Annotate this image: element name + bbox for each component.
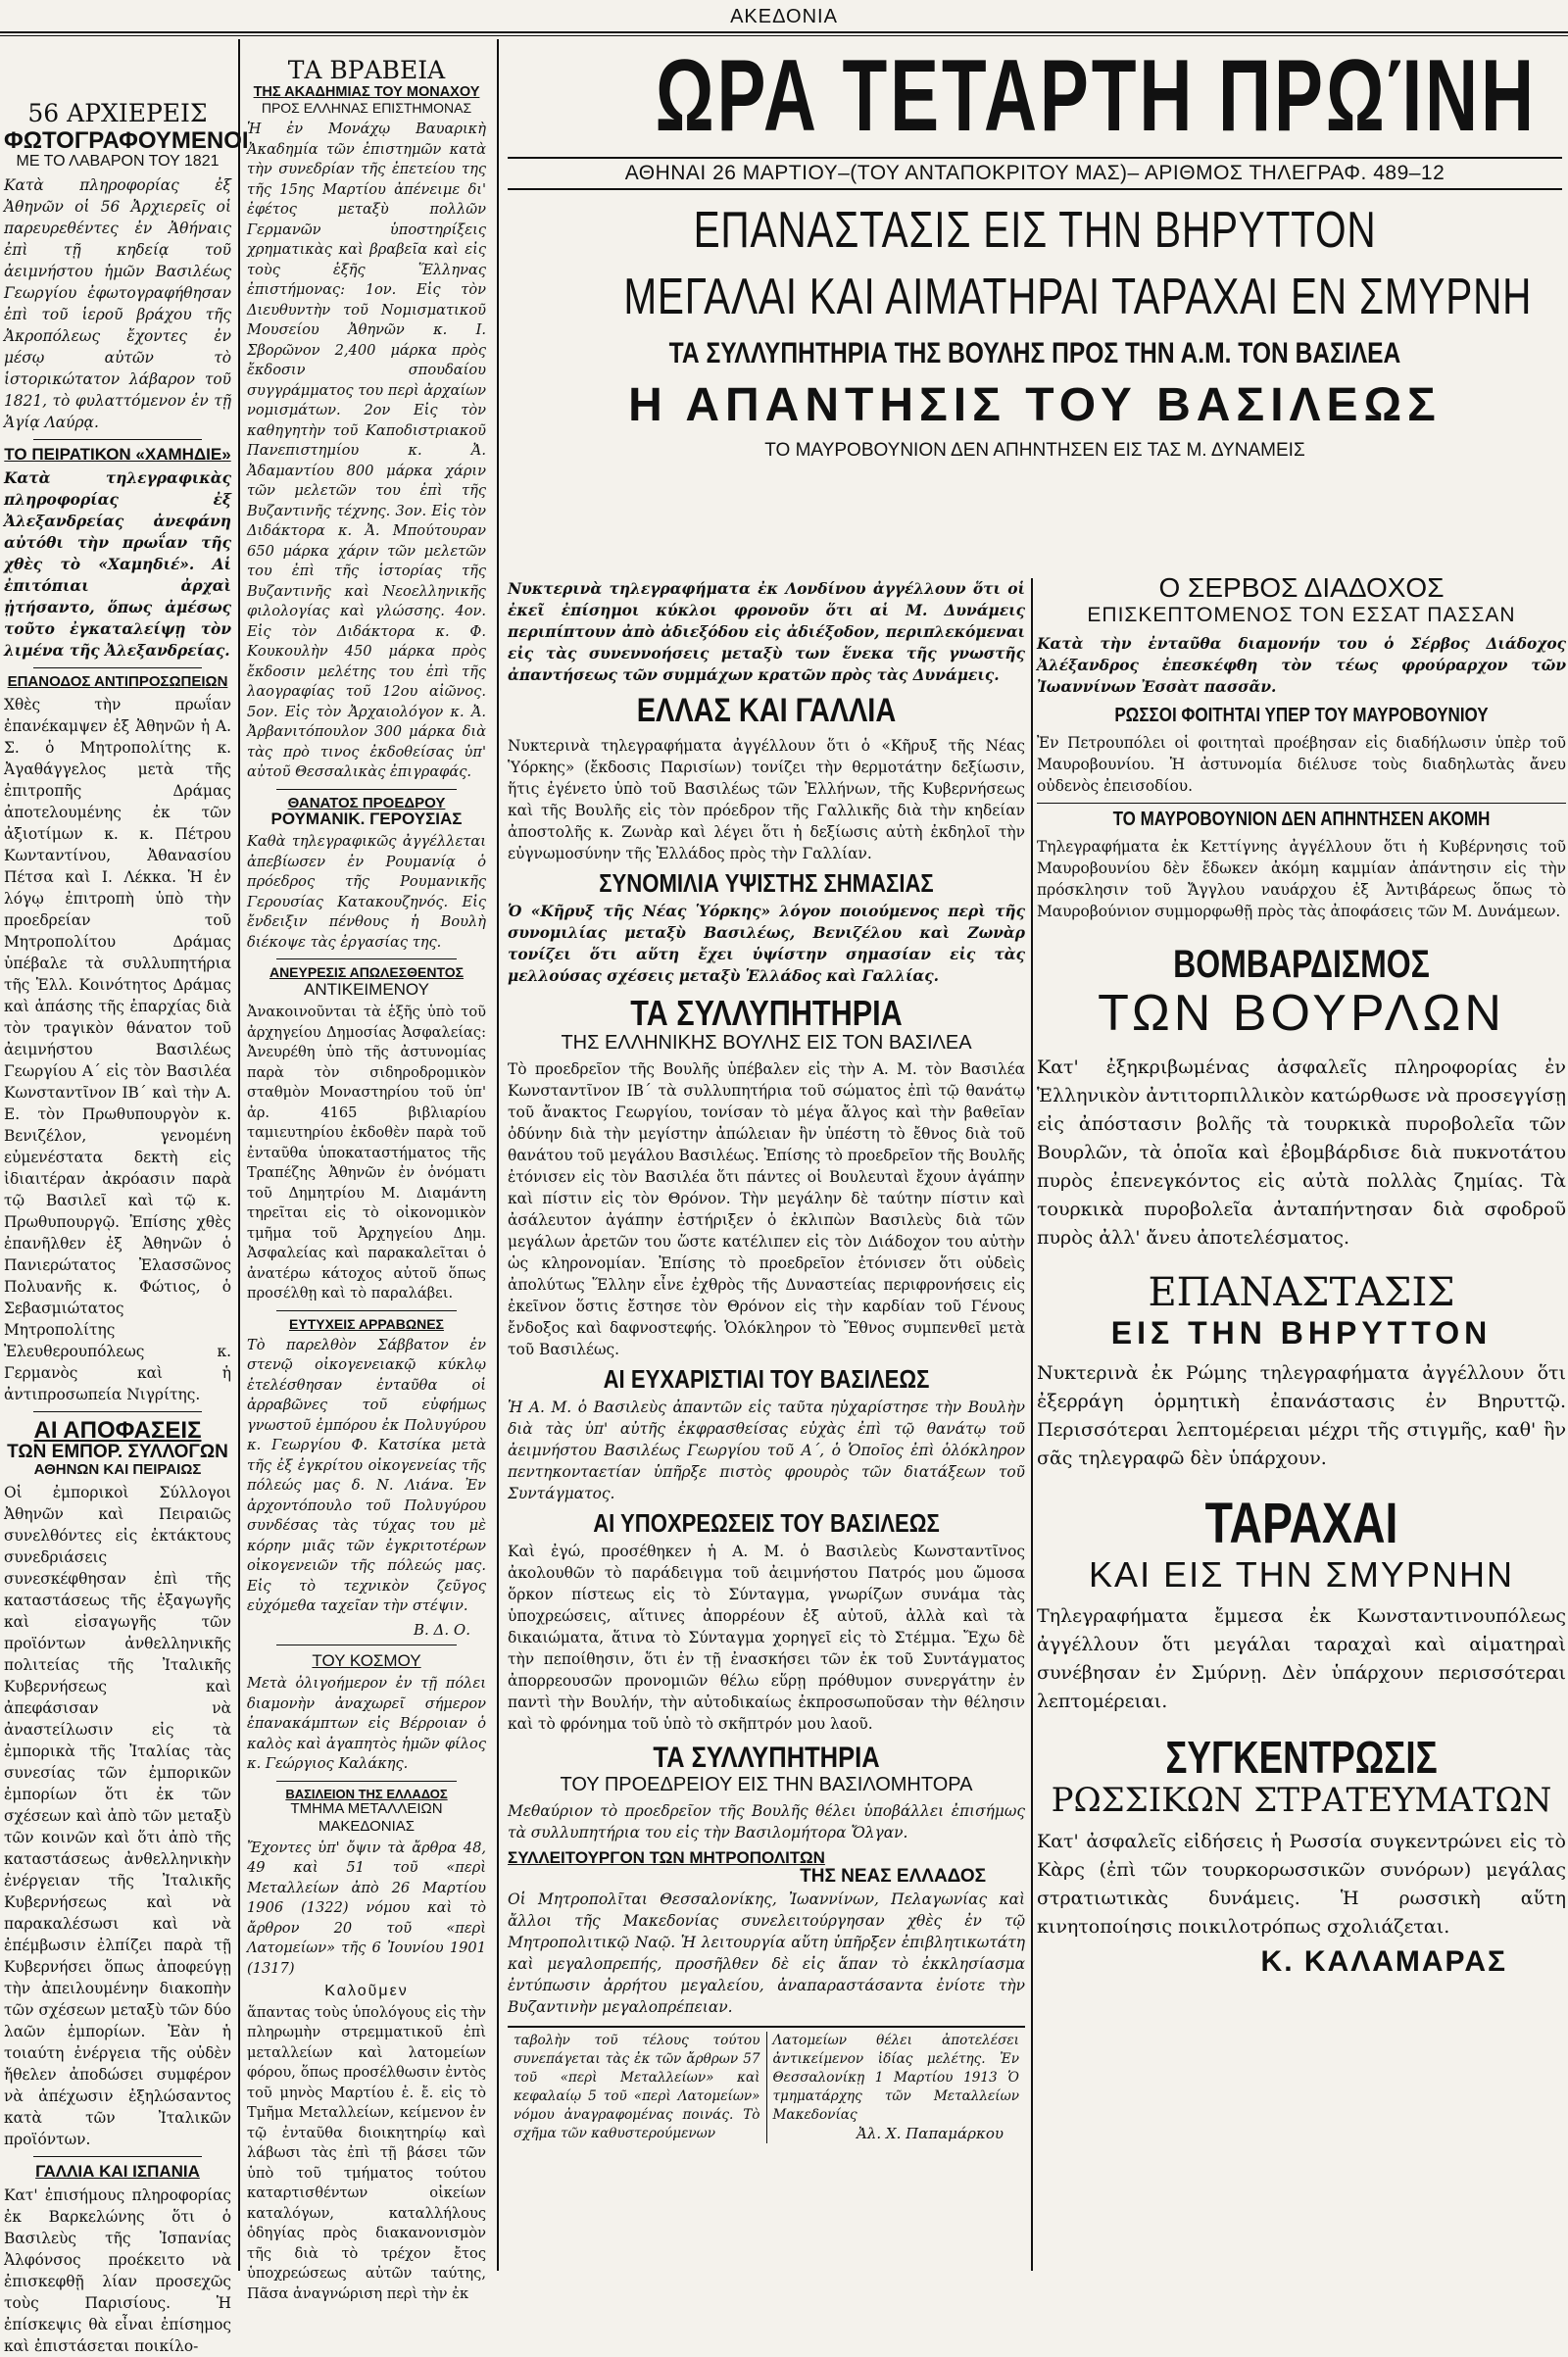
article-title: ΘΑΝΑΤΟΣ ΠΡΟΕΔΡΟΥ bbox=[287, 794, 446, 811]
article-body: Χθὲς τὴν πρωΐαν ἐπανέκαμψεν ἐξ Ἀθηνῶν ἡ Α. Σ. ὁ Μητροπολίτης κ. Ἀγαθάγγελος μετὰ τῆς ἐπιτροπῆς Δράμας ἀποτελουμένης ἐκ τῶν ἀξιοτίμων κ. κ. Πέτρου Κωνταντίνου, Ἀθανασίου Πέτσα καὶ Ι. Λέκκα. Ἡ ἐν λόγῳ ἐπιτροπὴ ὑπὸ τὴν προεδρείαν τοῦ Μητροπολίτου Δράμας ὑπέβαλε τὰ συλλυπητήρια τῆς Ἑλλ. Κοινότητος Δράμας καὶ ἁπάσης τῆς ἐπαρχίας διὰ τὸν τραγικὸν θάνατον τοῦ ἀειμνήστου Βασιλέως Γεωργίου Α΄ εἰς τὸν Βασιλέα Κωνσταντῖνον ΙΒ΄ καὶ τὴν Α. Ε. τὸν Πρωθυπουργὸν κ. Βενιζέλον, γενομένη εὐμενέστατα δεκτὴ εἰς ἰδιαιτέραν ἀκρόασιν παρὰ τῷ Βασιλεῖ καὶ τῷ κ. Πρωθυπουργῷ. Ἐπίσης χθὲς ἐπανῆλθεν ἐξ Ἀθηνῶν ὁ Πανιερώτατος Ἐλασσῶνος Πολυανῆς κ. Φώτιος, ὁ Σεβασμιώτατος Μητροπολίτης Ἐλευθερουπόλεως κ. Γερμανὸς καὶ ἡ ἀντιπροσωπεία Νιγρίτης. bbox=[4, 695, 231, 1403]
article-body: Τὸ προεδρεῖον τῆς Βουλῆς ὑπέβαλεν εἰς τὴν Α. Μ. τὸν Βασιλέα Κωνσταντῖνον ΙΒ΄ τὰ συλλυπητήρια τοῦ σώματος ἐπὶ τῷ θανάτῳ τοῦ ἄνακτος Γεωργίου, τονίσαν τὸ μέγα ἄλγος καὶ τὴν βαθεῖαν ὀδύνην διὰ τὴν μεγίστην ἀπώλειαν ἣν ὑπέστη τὸ ἔθνος διὰ τοῦ θανάτου τοῦ μεγάλου Βασιλέως. Ἐπίσης τὸ προεδρεῖον τῆς Βουλῆς ἐτόνισεν εἰς τὸν Βασιλέα ὅτι πάντες οἱ Βουλευταὶ ἔχουν ἀγάπην καὶ πίστιν εἰς τὸν Θρόνον. Τὴν μεγάλην δὲ ταύτην πίστιν καὶ ἀσάλευτον ἀγάπην ἐστήριξεν ὁ ἐκλιπὼν Βασιλεὺς διὰ τῶν μεγάλων ἀρετῶν του ὥστε κατέλιπεν εἰς τὸν Διάδοχον του αὐτὴν ὡς κληρονομίαν. Ἐπίσης τὸ προεδρεῖον ἐτόνισεν ὅτι οὐδεὶς ἀπολύτως Ἕλλην εἶνε ἐχθρὸς τῆς Δυναστείας περιφρονήσεις εἰς ἐκεῖνον ὅστις ἔστησε τὸν Θρόνον εἰς τὴν καρδίαν τοῦ Γένους ἔνδοξος καὶ δαφνοστεφής. Ὁλόκληρον τὸ Ἔθνος συμπενθεῖ μετὰ τοῦ Βασιλέως. bbox=[508, 1059, 1025, 1358]
running-head: ΑΚΕΔΟΝΙΑ bbox=[730, 6, 838, 27]
article-title: ΤΑ ΣΥΛΛΥΠΗΤΗΡΙΑ bbox=[653, 1742, 880, 1775]
article-title: ΑΙ ΕΥΧΑΡΙΣΤΙΑΙ ΤΟΥ ΒΑΣΙΛΕΩΣ bbox=[603, 1363, 930, 1394]
divider bbox=[276, 958, 457, 959]
article-body: Τηλεγραφήματα ἔμμεσα ἐκ Κωνσταντινουπόλεως ἀγγέλλουν ὅτι μεγάλαι ταραχαὶ καὶ αἱματηραὶ συνέβησαν ἐν Σμύρνῃ. Δὲν ὑπάρχουν περισσότεραι λεπτομέρειαι. bbox=[1037, 1605, 1566, 1713]
notice-continuation bbox=[766, 2032, 1026, 2143]
main-header bbox=[508, 39, 1562, 549]
divider bbox=[33, 1411, 202, 1412]
article-subtitle: ΕΠΙΣΚΕΠΤΟΜΕΝΟΣ ΤΟΝ ΕΣΣΑΤ ΠΑΣΣΑΝ bbox=[1087, 604, 1516, 627]
headline-3: ΤΑ ΣΥΛΛΥΠΗΤΗΡΙΑ ΤΗΣ ΒΟΥΛΗΣ ΠΡΟΣ ΤΗΝ Α.Μ. ΤΟΝ ΒΑΣΙΛΕΑ bbox=[668, 337, 1401, 369]
article-body: Ἐν Πετρουπόλει οἱ φοιτηταὶ προέβησαν εἰς διαδήλωσιν ὑπὲρ τοῦ Μαυροβουνίου. Ἡ ἀστυνομία διέλυσε τοὺς διαδηλωτὰς ἄνευ οὐδενὸς ἐπεισοδίου. bbox=[1037, 734, 1566, 796]
article-subtitle: ΤΗΣ ΑΚΑΔΗΜΙΑΣ ΤΟΥ ΜΟΝΑΧΟΥ bbox=[253, 83, 480, 100]
article-title: ΕΥΤΥΧΕΙΣ ΑΡΡΑΒΩΝΕΣ bbox=[289, 1315, 444, 1332]
article-title: ΑΝΕΥΡΕΣΙΣ ΑΠΩΛΕΣΘΕΝΤΟΣ bbox=[269, 964, 465, 981]
article-body: Κατ' ἐξηκριβωμένας ἀσφαλεῖς πληροφορίας ἐν Ἑλληνικὸν ἀντιτορπιλλικὸν κατώρθωσε νὰ προσεγγίσῃ εἰς ἀπόστασιν βολῆς τὰ τουρκικὰ πυροβολεῖα τῶν Βουρλῶν, τὰ ὁποῖα καὶ ἐβομβάρδισε διὰ πυκνοτάτου πυρὸς ἐπενεγκόντος εἰς αὐτὰ πολλὰς ζημίας. Τὰ τουρκικὰ πυροβολεῖα ἀνταπήντησαν διὰ σφοδροῦ πυρὸς ἀλλ' ἄνευ ἀποτελέσματος. bbox=[1037, 1056, 1566, 1250]
article-body: Ἡ ἐν Μονάχῳ Βαυαρικὴ Ἀκαδημία τῶν ἐπιστημῶν κατὰ τὴν συνεδρίαν τῆς ἐπετείου της τῆς 15ης Μαρτίου ἀπένειμε δι' ἐφέτος μεταξὺ πολλῶν Γερμανῶν ὑποστηρίξεις χρηματικὰς καὶ βραβεῖα καὶ εἰς τοὺς ἑξῆς Ἕλληνας ἐπιστήμονας: 1ον. Εἰς τὸν Διευθυντὴν τοῦ Νομισματικοῦ Μουσείου Ἀθηνῶν κ. Ι. Σβορῶνον 2,400 μάρκα πρὸς ἔκδοσιν σπουδαίου συγγράμματος του περὶ ἀρχαίων νομισμάτων. 2ον Εἰς τὸν καθηγητὴν τοῦ Καποδιστριακοῦ Πανεπιστημίου κ. Ἀ. Ἀδαμαντίου 800 μάρκα χάριν τῶν μελετῶν του ἐπὶ τῆς Βυζαντινῆς τέχνης. 3ον. Εἰς τὸν Διδάκτορα κ. Ἀ. Μπούτουραν 650 μάρκα χάριν τῶν μελετῶν του ἐπὶ τῆς ἱστορίας τῆς Βυζαντινῆς καὶ Νεοελληνικῆς φιλολογίας καὶ γλώσσης. 4ον. Εἰς τὸν Διδάκτορα κ. Φ. Κουκουλὴν 450 μάρκα πρὸς ἔκδοσιν μελέτης του ἐπὶ τῆς λαογραφίας τοῦ 12ου αἰῶνος. 5ον. Εἰς τὸν Ἀρχαιολόγον κ. Ἀ. Ἀρβανιτόπουλον 300 μάρκα διὰ τὰς πρὸ τινος ἐκδοθείσας ὑπ' αὐτοῦ Θεσσαλικὰς ἐπιγραφάς. bbox=[247, 121, 486, 781]
divider bbox=[1037, 803, 1566, 804]
column-2 bbox=[247, 43, 486, 2302]
article-body: Κατὰ πληροφορίας ἐξ Ἀθηνῶν οἱ 56 Ἀρχιερεῖς οἱ παρευρεθέντες ἐν Ἀθήναις ἐπὶ τῇ κηδείᾳ τοῦ ἀειμνήστου ἡμῶν Βασιλέως Γεωργίου ἐφωτογραφήθησαν ἐπὶ τοῦ ἱεροῦ βράχου τῆς Ἀκροπόλεως ἔχοντες ἐν μέσῳ αὐτῶν τὸ ἱστορικώτατον λάβαρον τοῦ 1821, τὸ φυλαττόμενον ἐν τῇ Ἁγίᾳ Λαύρᾳ. bbox=[4, 176, 231, 432]
article-subtitle: ΠΡΟΣ ΕΛΛΗΝΑΣ ΕΠΙΣΤΗΜΟΝΑΣ bbox=[261, 99, 472, 116]
notice-text: Λατομείων θέλει ἀποτελέσει ἀντικείμενον ἰδίας μελέτης. Ἐν Θεσσαλονίκῃ 1 Μαρτίου 1913 Ὁ τμηματάρχης τῶν Μεταλλείων Μακεδονίας bbox=[772, 2032, 1019, 2123]
lead-paragraph: Νυκτερινὰ τηλεγραφήματα ἐκ Λονδίνου ἀγγέλλουν ὅτι οἱ ἐκεῖ ἐπίσημοι κύκλοι φρονοῦν ὅτι αἱ Μ. Δυνάμεις περιπίπτουν ἀπὸ ἀδιεξόδου εἰς ἀδιέξοδον, περιπλεκόμεναι εἰς τὰς συνεννοήσεις μεταξὺ των ἕνεκα τῆς γνωστῆς ἀπαντήσεως τῶν συμμάχων κρατῶν πρὸς τὰς Δυνάμεις. bbox=[508, 580, 1025, 684]
article-title: ΚΑΙ ΕΙΣ ΤΗΝ ΣΜΥΡΝΗΝ bbox=[1089, 1554, 1514, 1596]
article-subtitle: ΤΩΝ ΕΜΠΟΡ. ΣΥΛΛΟΓΩΝ bbox=[7, 1442, 228, 1463]
dateline: ΑΘΗΝΑΙ 26 ΜΑΡΤΙΟΥ–(ΤΟΥ ΑΝΤΑΠΟΚΡΙΤΟΥ ΜΑΣ)– ΑΡΙΘΜΟΣ ΤΗΛΕΓΡΑΦ. 489–12 bbox=[508, 157, 1562, 190]
article-body: Ἔχοντες ὑπ' ὄψιν τὰ ἄρθρα 48, 49 καὶ 51 τοῦ «περὶ Μεταλλείων ἀπὸ 26 Μαρτίου 1906 (1322) νόμου καὶ τὸ ἄρθρον 20 τοῦ «περὶ Λατομείων» τῆς 6 Ἰουνίου 1901 (1317) bbox=[247, 1839, 486, 1977]
article-title: ΑΙ ΥΠΟΧΡΕΩΣΕΙΣ ΤΟΥ ΒΑΣΙΛΕΩΣ bbox=[593, 1508, 940, 1539]
article-body: Νυκτερινὰ ἐκ Ρώμης τηλεγραφήματα ἀγγέλλουν ὅτι ἐξερράγη ὁρμητικὴ ἐπανάστασις ἐν Βηρυττῷ. Περισσότεραι λεπτομέρειαι μέχρι τῆς στιγμῆς, καθ' ἣν σᾶς τηλεγραφῶ δὲν ὑπάρχουν. bbox=[1037, 1362, 1566, 1470]
article-title: ΑΙ ΑΠΟΦΑΣΕΙΣ bbox=[33, 1416, 202, 1444]
bottom-notes bbox=[508, 2026, 1025, 2143]
article-body: Ἀνακοινοῦνται τὰ ἑξῆς ὑπὸ τοῦ ἀρχηγείου Δημοσίας Ἀσφαλείας: Ἀνευρέθη ὑπὸ τῆς ἀστυνομίας παρὰ τὸν σιδηροδρομικὸν σταθμὸν Μοναστηρίου τοῦ ὑπ' ἀρ. 4165 βιβλιαρίου ταμιευτηρίου ἐκδοθὲν παρὰ τοῦ ἐνταῦθα ὑποκαταστήματος τῆς Τραπέζης Ἀθηνῶν ἐν ὀνόματι τοῦ Δημητρίου Μ. Διαμάντη τηρεῖται εἰς τὸ οἰκονομικὸν τμῆμα τοῦ Ἀρχηγείου Δημ. Ἀσφαλείας καὶ παρακαλεῖται ὁ ἀνατέρω κάτοχος αὐτοῦ ὅπως προσέλθῃ καὶ τὸ παραλάβει. bbox=[247, 1004, 486, 1302]
article-body: Τὸ παρελθὸν Σάββατον ἐν στενῷ οἰκογενειακῷ κύκλῳ ἐτελέσθησαν ἐνταῦθα οἱ ἀρραβῶνες τοῦ εὐφήμως γνωστοῦ ἐμπόρου ἐκ Πολυγύρου κ. Γεωργίου Φ. Κατσίκα μετὰ τῆς ἐξ ἐγκρίτου οἰκογενείας τῆς πόλεώς μας δ. Ν. Λιάνα. Ἐν ἀρχοντόπουλο τοῦ Πολυγύρου συνδέσας τὰς τύχας του μὲ κόρην μιᾶς τῶν ἐγκριτοτέρων οἰκογενειῶν τῆς πόλεώς μας. Εἰς τὸ τεχνικὸν ζεῦγος εὐχόμεθα ταχεῖαν τὴν στέψιν. bbox=[247, 1336, 486, 1615]
divider bbox=[276, 1310, 457, 1311]
article-body: Μετὰ ὀλιγοήμερον ἐν τῇ πόλει διαμονὴν ἀναχωρεῖ σήμερον ἐπανακάμπτων εἰς Βέρροιαν ὁ καλὸς καὶ ἀγαπητὸς ἡμῶν φίλος κ. Γεώργιος Καλάκης. bbox=[247, 1675, 486, 1773]
article-body: Ὁ «Κῆρυξ τῆς Νέας Ὑόρκης» λόγον ποιούμενος περὶ τῆς συνομιλίας μεταξὺ Βασιλέως, Βενιζέλου καὶ Ζωνὰρ τονίζει ὅτι αὕτη ἔχει ὑψίστην σημασίαν εἰς τὰς μελλούσας σχέσεις μεταξὺ Ἑλλάδος καὶ Γαλλίας. bbox=[508, 902, 1025, 985]
article-body: Νυκτερινὰ τηλεγραφήματα ἀγγέλλουν ὅτι ὁ «Κῆρυξ τῆς Νέας Ὑόρκης» (ἔκδοσις Παρισίων) τονίζει τὴν θερμοτάτην δεξίωσιν, ἥτις ἐγένετο ὑπὸ τοῦ Βασιλέως τῶν Ἑλλήνων, τῆς Κυβερνήσεως καὶ τῆς Βουλῆς εἰς τὸν πρόεδρον τῆς Γαλλικῆς διὰ τὴν κηδείαν ἀποστολῆς κ. Ζωνὰρ καὶ λέγει ὅτι ἡ δεξίωσις αὐτὴ ἐκδηλοῖ τὴν εὐγνωμοσύνην τῆς Ἑλλάδος πρὸς τὴν Γαλλίαν. bbox=[508, 736, 1025, 862]
article-title: ΒΟΜΒΑΡΔΙΣΜΟΣ bbox=[1173, 943, 1430, 987]
article-subtitle: ΑΘΗΝΩΝ ΚΑΙ ΠΕΙΡΑΙΩΣ bbox=[33, 1461, 202, 1479]
article-body: ἅπαντας τοὺς ὑπολόγους εἰς τὴν πληρωμὴν στρεμματικοῦ ἐπὶ μεταλλείων καὶ λατομείων φόρου, ὅπως προσέλθωσιν ἐντὸς τοῦ μηνὸς Μαρτίου ἐ. ἔ. εἰς τὸ Τμῆμα Μεταλλείων, κείμενον ἐν τῷ ἐνταῦθα διοικητηρίῳ καὶ λάβωσι τὰς ἐπὶ τῇ βάσει τῶν ὑπὸ τοῦ τμήματος τούτου καταρτισθέντων οἰκείων καταλόγων, καταλλήλους ὁδηγίας πρὸς διακανονισμὸν τῆς διὰ τὸ τρέχον ἔτος ὑποχρεώσεως αὐτῶν ταύτης, Πᾶσα ἀναγνώριση περὶ τὴν ἐκ bbox=[247, 2003, 486, 2302]
divider bbox=[276, 1781, 457, 1782]
article-body: Μεθαύριον τὸ προεδρεῖον τῆς Βουλῆς θέλει ὑποβάλλει ἐπισήμως τὰ συλλυπητήρια του εἰς τὴν Βασιλομήτορα Ὄλγαν. bbox=[508, 1801, 1025, 1841]
notice-heading: Καλοῦμεν bbox=[324, 1983, 409, 2000]
column-divider bbox=[238, 39, 240, 2271]
article-body: Ἡ Α. Μ. ὁ Βασιλεὺς ἀπαντῶν εἰς ταῦτα ηὐχαρίστησε τὴν Βουλὴν διὰ τὰς ὑπ' αὐτῆς ἐκφρασθείσας εὐχὰς ἐπὶ τῷ θανάτῳ τοῦ ἀειμνήστου Βασιλέως Γεωργίου τοῦ Α΄, ὁ Ὁποῖος ἐπὶ ὁλόκληρον πεντηκονταετίαν ὑπῆρξε πιστὸς φρουρὸς τῶν διατάξεων τοῦ Συντάγματος. bbox=[508, 1399, 1025, 1503]
article-title: ΤΟ ΜΑΥΡΟΒΟΥΝΙΟΝ ΔΕΝ ΑΠΗΝΤΗΣΕΝ ΑΚΟΜΗ bbox=[1112, 809, 1491, 831]
article-title: ΤΑΡΑΧΑΙ bbox=[1204, 1492, 1398, 1556]
column-1 bbox=[4, 43, 249, 2355]
article-title: ΤΟ ΠΕΙΡΑΤΙΚΟΝ «ΧΑΜΗΔΙΕ» bbox=[4, 445, 231, 465]
article-body: Καθὰ τηλεγραφικῶς ἀγγέλλεται ἀπεβίωσεν ἐν Ρουμανίᾳ ὁ πρόεδρος τῆς Ρουμανικῆς Γερουσίας Κατακουζηνός. Εἰς ἔνδειξιν πένθους ἡ Βουλὴ διέκοψε τὰς ἐργασίας της. bbox=[247, 833, 486, 951]
article-title: Ο ΣΕΡΒΟΣ ΔΙΑΔΟΧΟΣ bbox=[1158, 572, 1445, 603]
column-4 bbox=[1037, 572, 1566, 2270]
article-title: ΣΥΓΚΕΝΤΡΩΣΙΣ bbox=[1165, 1732, 1438, 1784]
article-title: ΓΑΛΛΙΑ ΚΑΙ ΙΣΠΑΝΙΑ bbox=[35, 2161, 200, 2181]
article-body: Κατ' ἀσφαλεῖς εἰδήσεις ἡ Ρωσσία συγκεντρώνει εἰς τὸ Κὰρς (ἐπὶ τῶν τουρκορωσσικῶν συνόρων) μεγάλας στρατιωτικὰς δυνάμεις. Ἡ ρωσσικὴ αὕτη κινητοποίησις ποικιλοτρόπως σχολιάζεται. bbox=[1037, 1830, 1566, 1938]
article-title: ΤΑ ΒΡΑΒΕΙΑ bbox=[287, 56, 446, 84]
author-signature: Κ. ΚΑΛΑΜΑΡΑΣ bbox=[1260, 1944, 1507, 1978]
article-subtitle: ΡΟΥΜΑΝΙΚ. ΓΕΡΟΥΣΙΑΣ bbox=[270, 810, 463, 829]
masthead-title: ΩΡΑ ΤΕΤΑΡΤΗ ΠΡΩΊΝΗ bbox=[655, 39, 1537, 153]
headline-4: Η ΑΠΑΝΤΗΣΙΣ ΤΟΥ ΒΑΣΙΛΕΩΣ bbox=[628, 379, 1442, 431]
article-title: ΕΠΑΝΑΣΤΑΣΙΣ bbox=[1148, 1270, 1455, 1316]
notice-signature: Ἀλ. Χ. Παπαμάρκου bbox=[857, 2124, 1004, 2142]
article-body: Τηλεγραφήματα ἐκ Κεττίγνης ἀγγέλλουν ὅτι ἡ Κυβέρνησις τοῦ Μαυροβουνίου δὲν ἔδωκεν ἀκόμη καμμίαν ἀπάντησιν εἰς τὴν πρόσκλησιν τοῦ Ἄγγλου ναυάρχου ἐξ Ἀντιβάρεως ὅπως τὸ Μαυροβούνιον συμμορφωθῇ πρὸς τὰς ἀποφάσεις τῶν Μ. Δυνάμεων. bbox=[1037, 838, 1566, 921]
article-subtitle: ΑΝΤΙΚΕΙΜΕΝΟΥ bbox=[304, 979, 429, 999]
article-body: Καὶ ἐγώ, προσέθηκεν ἡ Α. Μ. ὁ Βασιλεὺς Κωνσταντῖνος ἀκολουθῶν τὸ παράδειγμα τοῦ ἀειμνήστου Πατρός μου ὤμοσα ὅρκον πίστεως εἰς τὸ Σύνταγμα, γνωρίζων συνάμα τὰς ὑποχρεώσεις, αἵτινες ἀπορρέουν ἐξ αὐτοῦ, ἀλλὰ καὶ τὰ δικαιώματα, ἅτινα τὸ Σύνταγμα χορηγεῖ εἰς τὸ Στέμμα. Ἔχω δὲ τὴν πεποίθησιν, ὅτι ἐν τῇ ἐνασκήσει τῶν ἐκ τοῦ Συντάγματος ἀπορρεουσῶν προνομιῶν θέλω εὕρῃ πρόθυμον συνεργάτην ἐν παντὶ τὴν Βουλήν, τὴν αὐτοδικαίως ἐκπροσωποῦσαν τὴν θέλησιν καὶ τὸ φρόνημα τοῦ ὑπὸ τὸ σκῆπτρόν μου λαοῦ. bbox=[508, 1543, 1025, 1734]
divider bbox=[33, 439, 202, 440]
article-title: ΒΑΣΙΛΕΙΟΝ ΤΗΣ ΕΛΛΑΔΟΣ bbox=[285, 1786, 448, 1801]
article-body: Οἱ ἐμπορικοὶ Σύλλογοι Ἀθηνῶν καὶ Πειραιῶς συνελθόντες εἰς ἐκτάκτους συνεδριάσεις συνεσκέφθησαν ἐπὶ τῆς καταστάσεως τῆς ἐξαγωγῆς καὶ εἰσαγωγῆς τῶν προϊόντων ἀνθελληνικῆς πολιτείας τῆς Ἰταλικῆς Κυβερνήσεως καὶ ἀπεφάσισαν νὰ ἀναστείλωσιν εἰς τὰ ἐμπορικὰ τῆς Ἰταλίας τὰς συνεσίας τῶν ἐμπορικῶν ἐμπορίων ὅτι ἐκ τῶν σχέσεων καὶ ἀπὸ τῶν μεταξὺ τῶν κοινῶν καὶ ὅτι ἀπὸ τῆς καταστάσεως ἀνθελληνικὴν ἐνέργειαν τῆς Ἰταλικῆς Κυβερνήσεως καὶ νὰ παρακαλέσωσι καὶ νὰ ἐπέμβωσιν ἐλπίζει παρὰ τῇ Κυβερνήσει ὅπως ἀποφεύγῃ τὴν ἀπειλουμένην διακοπὴν τῶν σχέσεων μεταξὺ τῶν δύο λαῶν ἐμπορίων. Ἐὰν ἡ τοιαύτη ἐνέργεια τῆς οὐδὲν ἤθελεν ἀποδώσει συμφέρον νὰ ἀπέχωσιν ἐξηλώσαντος κατὰ τῶν Ἰταλικῶν προϊόντων. bbox=[4, 1483, 231, 2148]
column-divider bbox=[497, 39, 499, 2271]
article-subtitle: ΤΟΥ ΠΡΟΕΔΡΕΙΟΥ ΕΙΣ ΤΗΝ ΒΑΣΙΛΟΜΗΤΟΡΑ bbox=[560, 1773, 973, 1795]
article-title: ΕΛΛΑΣ ΚΑΙ ΓΑΛΛΙΑ bbox=[636, 692, 897, 729]
top-rule bbox=[0, 31, 1568, 36]
article-body: Κατὰ τηλεγραφικὰς πληροφορίας ἐξ Ἀλεξανδρείας ἀνεφάνη αὐτόθι τὴν πρωΐαν τῆς χθὲς τὸ «Χαμηδιέ». Αἱ ἐπιτόπιαι ἀρχαὶ ᾐτήσαντο, ὅπως ἀμέσως τοῦτο ἐγκαταλείψῃ τὸν λιμένα τῆς Ἀλεξανδρείας. bbox=[4, 469, 231, 661]
article-title: ΕΙΣ ΤΗΝ ΒΗΡΥΤΤΟΝ bbox=[1110, 1315, 1493, 1351]
article-title: ΤΑ ΣΥΛΛΥΠΗΤΗΡΙΑ bbox=[630, 992, 903, 1033]
article-title: ΡΩΣΣΙΚΩΝ ΣΤΡΑΤΕΥΜΑΤΩΝ bbox=[1051, 1780, 1552, 1820]
column-divider bbox=[1031, 578, 1033, 2271]
article-subtitle: ΦΩΤΟΓΡΑΦΟΥΜΕΝΟΙ bbox=[4, 126, 249, 154]
article-body: Κατ' ἐπισήμους πληροφορίας ἐκ Βαρκελώνης ὅτι ὁ Βασιλεὺς τῆς Ἱσπανίας Ἀλφόνσος προέκειτο νὰ ἐπισκεφθῇ λίαν προσεχῶς τοὺς Παρισίους. Ἡ ἐπίσκεψις θὰ εἶναι ἐπίσημος καὶ ἐπιστάσεται ποικίλο- bbox=[4, 2185, 231, 2355]
article-title: ΣΥΛΛΕΙΤΟΥΡΓΟΝ ΤΩΝ ΜΗΤΡΟΠΟΛΙΤΩΝ bbox=[508, 1847, 825, 1867]
article-body: Κατὰ τὴν ἐνταῦθα διαμονήν του ὁ Σέρβος Διάδοχος Ἀλέξανδρος ἐπεσκέφθη τὸν τέως φρούραρχον τῶν Ἰωαννίνων Ἐσσὰτ πασσᾶν. bbox=[1037, 635, 1566, 697]
article-body: Οἱ Μητροπολῖται Θεσσαλονίκης, Ἰωαννίνων, Πελαγωνίας καὶ ἄλλοι τῆς Μακεδονίας συνελειτούργησαν χθὲς ἐν τῷ Μητροπολιτικῷ Ναῷ. Ἡ λειτουργία αὕτη ὑπῆρξεν ἐπιβλητικωτάτη καὶ μεγαλοπρεπής, προσῆλθεν δὲ εἰς ἅπαν τὸ ἐκκλησίασμα ἐντύπωσιν ἀρρήτου μεγαλείου, ἀναπαραστάσαντα ἐνίοτε τὴν Βυζαντινὴν μεγαλοπρέπειαν. bbox=[508, 1890, 1025, 2016]
article-subtitle: ΤΜΗΜΑ ΜΕΤΑΛΛΕΙΩΝ ΜΑΚΕΔΟΝΙΑΣ bbox=[290, 1800, 443, 1835]
article-title: 56 ΑΡΧΙΕΡΕΙΣ bbox=[27, 99, 208, 127]
article-title: ΕΠΑΝΟΔΟΣ ΑΝΤΙΠΡΟΣΩΠΕΙΩΝ bbox=[7, 673, 228, 691]
article-subtitle: ΤΗΣ ΝΕΑΣ ΕΛΛΑΔΟΣ bbox=[800, 1865, 986, 1887]
article-title: ΤΟΥ ΚΟΣΜΟΥ bbox=[312, 1650, 421, 1670]
article-subtitle: ΜΕ ΤΟ ΛΑΒΑΡΟΝ ΤΟΥ 1821 bbox=[16, 152, 220, 170]
headline-2: ΜΕΓΑΛΑΙ ΚΑΙ ΑΙΜΑΤΗΡΑΙ ΤΑΡΑΧΑΙ ΕΝ ΣΜΥΡΝΗ bbox=[623, 269, 1533, 325]
column-3 bbox=[508, 578, 1025, 2270]
notice-continuation: ταβολὴν τοῦ τέλους τούτου συνεπάγεται τὰς ἐκ τῶν ἄρθρων 57 τοῦ «περὶ Μεταλλείων» καὶ κεφαλαίῳ 5 τοῦ «περὶ Λατομείων» νόμου ἀναγραφομένας ποινάς. Τὸ σχῆμα τῶν καθυστερούμενων bbox=[514, 2032, 760, 2141]
article-subtitle: ΤΗΣ ΕΛΛΗΝΙΚΗΣ ΒΟΥΛΗΣ ΕΙΣ ΤΟΝ ΒΑΣΙΛΕΑ bbox=[561, 1031, 972, 1054]
headline-5: ΤΟ ΜΑΥΡΟΒΟΥΝΙΟΝ ΔΕΝ ΑΠΗΝΤΗΣΕΝ ΕΙΣ ΤΑΣ Μ. ΔΥΝΑΜΕΙΣ bbox=[764, 440, 1305, 461]
article-title: ΣΥΝΟΜΙΛΙΑ ΥΨΙΣΤΗΣ ΣΗΜΑΣΙΑΣ bbox=[599, 867, 934, 898]
article-signature: Β. Δ. Ο. bbox=[414, 1620, 470, 1639]
divider bbox=[276, 789, 457, 790]
article-title: ΡΩΣΣΟΙ ΦΟΙΤΗΤΑΙ ΥΠΕΡ ΤΟΥ ΜΑΥΡΟΒΟΥΝΙΟΥ bbox=[1114, 705, 1489, 727]
article-title: ΤΩΝ ΒΟΥΡΛΩΝ bbox=[1098, 985, 1505, 1043]
headline-1: ΕΠΑΝΑΣΤΑΣΙΣ ΕΙΣ ΤΗΝ ΒΗΡΥΤΤΟΝ bbox=[693, 202, 1377, 259]
divider bbox=[33, 667, 202, 668]
divider bbox=[33, 2156, 202, 2157]
